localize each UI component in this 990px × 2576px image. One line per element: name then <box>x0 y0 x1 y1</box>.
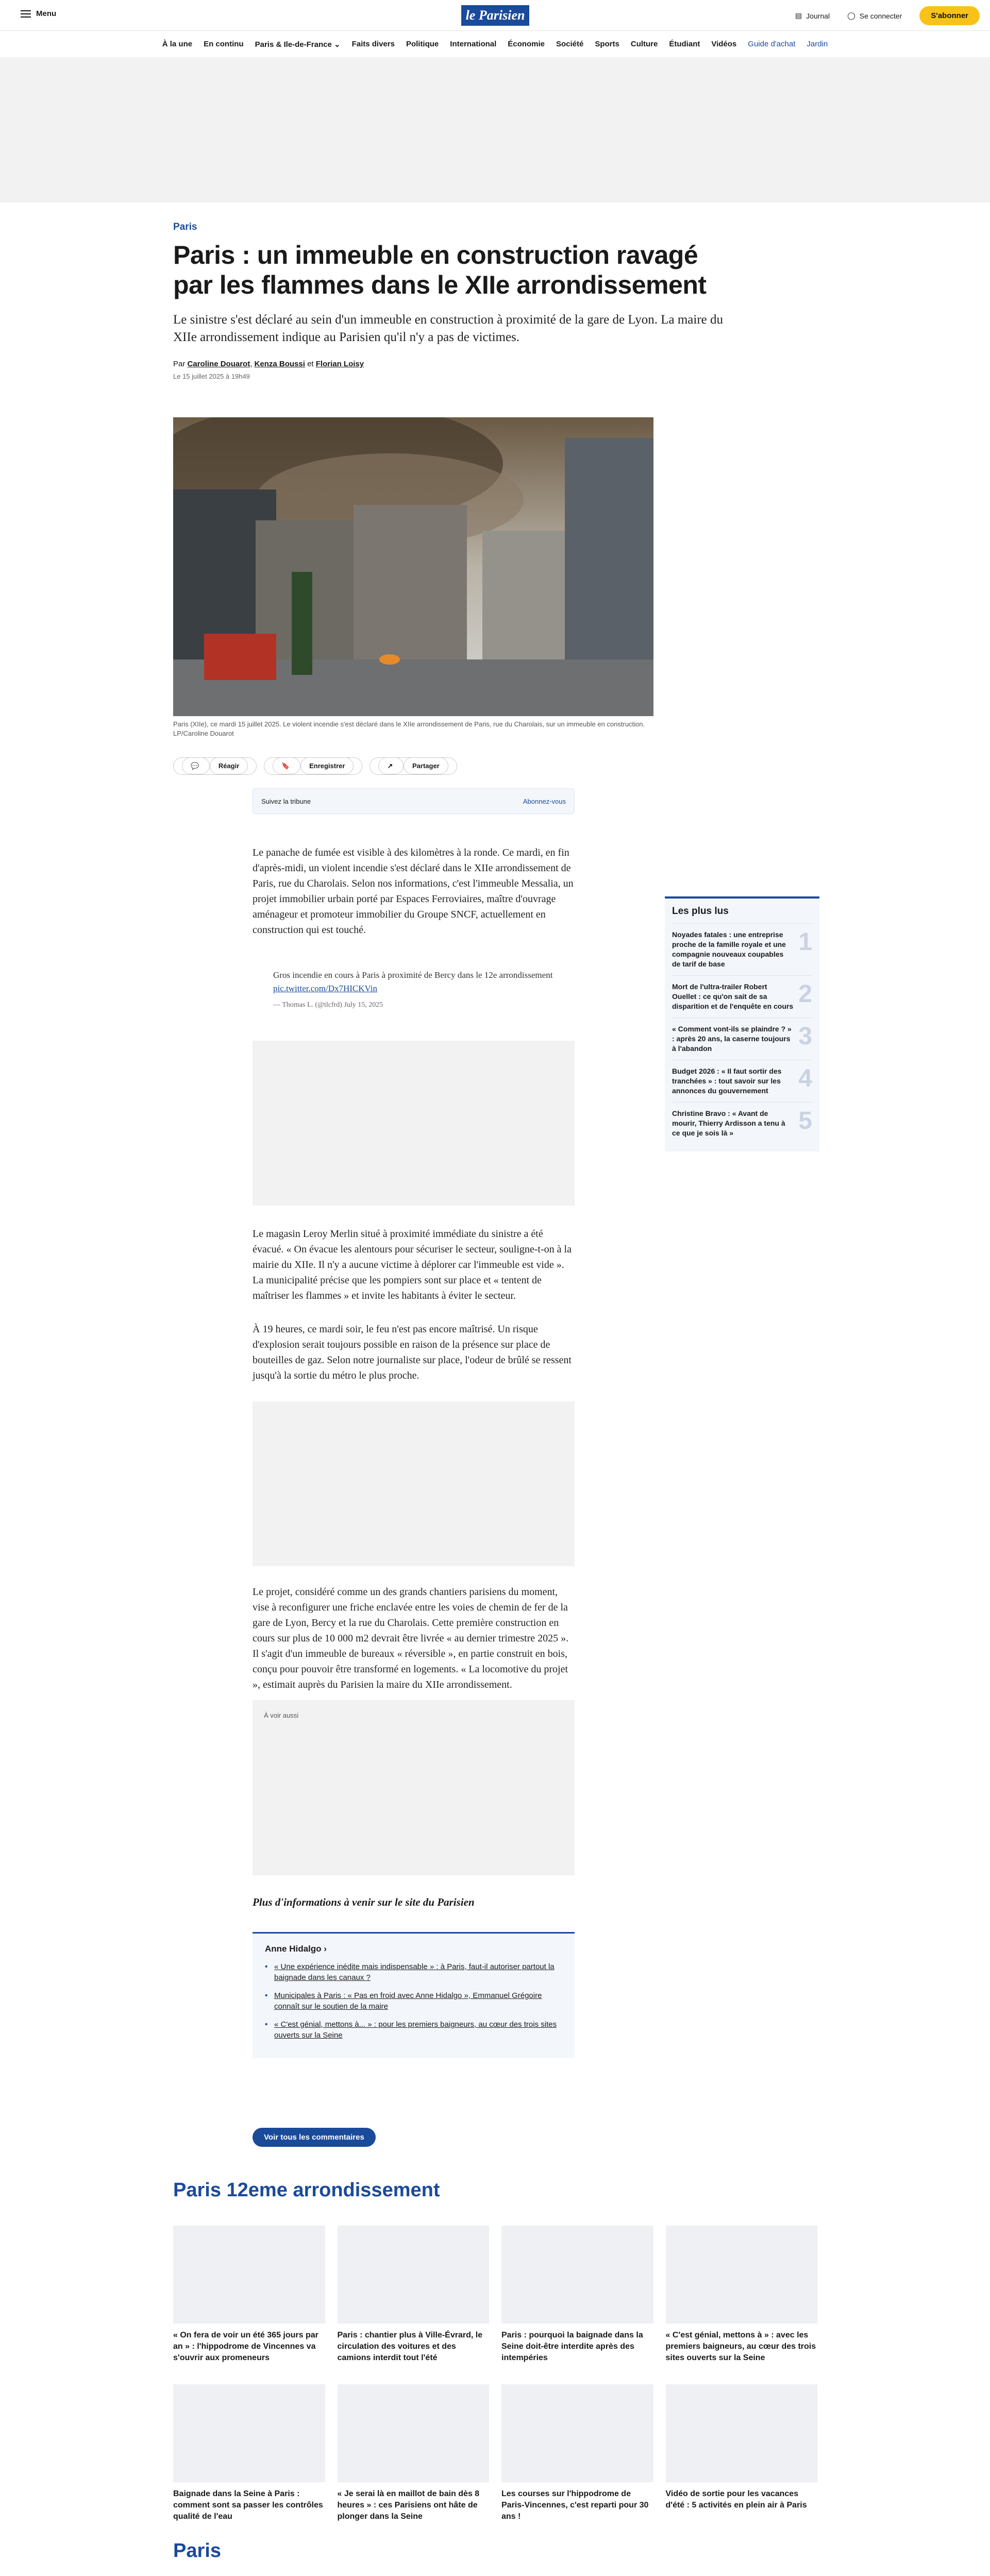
ad-slot <box>253 1041 575 1206</box>
react-button[interactable]: 💬 Réagir <box>173 757 257 775</box>
byline: Par Caroline Douarot, Kenza Boussi et Florian Loisy <box>173 360 364 368</box>
related-link[interactable]: • « C'est génial, mettons à... » : pour les premiers baigneurs, au cœur des trois sites ouverts sur la Seine <box>265 2019 562 2041</box>
most-read-title: Les plus lus <box>672 906 729 917</box>
nav-jardin[interactable]: Jardin <box>807 40 828 48</box>
most-read-item[interactable]: Christine Bravo : « Avant de mourir, Thierry Ardisson a tenu à ce que je sois là » 5 <box>672 1102 812 1144</box>
article-card[interactable]: Les courses sur l'hippodrome de Paris-Vincennes, c'est reparti pour 30 ans ! <box>501 2384 653 2522</box>
section-12e-grid <box>173 2226 817 2522</box>
most-read-item[interactable]: Mort de l'ultra-trailer Robert Ouellet : ce qu'on sait de sa disparition et de l'enquête en cours 2 <box>672 975 812 1018</box>
hero-photo[interactable] <box>173 417 653 716</box>
article-title: Paris : un immeuble en construction ravagé par les flammes dans le XIIe arrondissement <box>173 241 707 299</box>
author-link[interactable]: Florian Loisy <box>315 360 364 368</box>
nav-guide[interactable]: Guide d'achat <box>748 40 796 48</box>
article-card[interactable]: Paris : pourquoi la baignade dans la Seine doit-être interdite après des intempéries <box>501 2226 653 2364</box>
fire-scene-image <box>173 417 653 716</box>
share-icon: ↗ <box>378 757 404 774</box>
video-block[interactable]: À voir aussi <box>253 1700 575 1875</box>
nav-international[interactable]: International <box>450 40 497 48</box>
card-image <box>501 2384 653 2482</box>
top-bar <box>0 0 990 31</box>
follow-banner: Suivez la tribune Abonnez-vous <box>253 788 575 814</box>
nav-culture[interactable]: Culture <box>630 40 658 48</box>
newspaper-icon: ▤ <box>795 11 802 20</box>
author-link[interactable]: Kenza Boussi <box>254 360 305 368</box>
related-link[interactable]: • « Une expérience inédite mais indispensable » : à Paris, faut-il autoriser partout la baignade dans les canaux ? <box>265 1961 562 1983</box>
card-image <box>666 2226 818 2324</box>
nav-continu[interactable]: En continu <box>204 40 244 48</box>
author-link[interactable]: Caroline Douarot <box>187 360 250 368</box>
paragraph-1: Le panache de fumée est visible à des kilomètres à la ronde. Ce mardi, en fin d'après-midi, un violent incendie s'est déclaré dans le XIIe arrondissement de Paris, rue du Charolais. Selon nos informations, c'est l'immeuble Messalia, un projet immobilier urbain porté par Espaces Ferroviaires, maître d'ouvrage aménageur et promoteur immobilier du Groupe SNCF, actuellement en construction qui est touché. <box>253 847 574 936</box>
card-image <box>338 2226 490 2324</box>
article-card[interactable]: Paris : chantier plus à Ville-Évrard, le circulation des voitures et des camions interdit tout l'été <box>338 2226 490 2364</box>
user-icon: ◯ <box>847 11 855 20</box>
nav-faits-divers[interactable]: Faits divers <box>351 40 395 48</box>
card-image <box>173 2226 325 2324</box>
article-header <box>173 222 817 380</box>
share-button[interactable]: ↗ Partager <box>370 757 457 775</box>
related-title[interactable]: Anne Hidalgo › <box>265 1944 327 1954</box>
save-button[interactable]: 🔖 Enregistrer <box>264 757 362 775</box>
menu-icon <box>21 10 31 18</box>
paragraph-3: À 19 heures, ce mardi soir, le feu n'est pas encore maîtrisé. Un risque d'explosion serait toujours possible en raison de la présence sur place de bouteilles de gaz. Selon notre journaliste sur place, l'odeur de brûlé se ressent jusqu'à la sortie du métro le plus proche. <box>253 1324 572 1381</box>
nav-politique[interactable]: Politique <box>406 40 439 48</box>
tweet-link[interactable]: pic.twitter.com/Dx7HICKVin <box>273 984 378 993</box>
publish-date: Le 15 juillet 2025 à 19h49 <box>173 372 250 380</box>
share-bar <box>173 757 457 775</box>
nav-etudiant[interactable]: Étudiant <box>669 40 700 48</box>
photo-caption: Paris (XIIe), ce mardi 15 juillet 2025. Le violent incendie s'est déclaré dans le XIIe arrondissement de Paris, rue du Charolais, sur un immeuble en construction. LP/Caroline Douarot <box>173 720 645 737</box>
subscribe-button[interactable]: S'abonner <box>919 6 980 25</box>
comment-icon: 💬 <box>182 757 210 774</box>
article-card[interactable]: Vidéo de sortie pour les vacances d'été : 5 activités en plein air à Paris <box>666 2384 818 2522</box>
section-title-12e[interactable]: Paris 12eme arrondissement <box>173 2179 440 2201</box>
site-logo[interactable]: le Parisien <box>461 5 529 26</box>
related-box <box>253 1932 575 2058</box>
article-lede: Le sinistre s'est déclaré au sein d'un immeuble en construction à proximité de la gare de Lyon. La maire du XIIe arrondissement indique au Parisien qu'il n'y a pas de victimes. <box>173 313 723 344</box>
most-read-widget <box>665 896 819 1151</box>
most-read-item[interactable]: Budget 2026 : « Il faut sortir des tranchées » : tout savoir sur les annonces du gouvernement 4 <box>672 1060 812 1102</box>
follow-link[interactable]: Abonnez-vous <box>523 797 566 805</box>
paragraph-4: Le projet, considéré comme un des grands chantiers parisiens du moment, vise à reconfigurer une friche enclavée entre les voies de chemin de fer de la gare de Lyon, Bercy et la rue du Charolais. Cette première construction en cours sur plus de 10 000 m2 devrait être livrée « au dernier trimestre 2025 ». Il s'agit d'un immeuble de bureaux « réversible », en partie construit en bois, conçu pour pouvoir être transformé en logements. « La locomotive du projet », estimait auprès du Parisien la maire du XIIe arrondissement. <box>253 1586 569 1690</box>
nav-paris[interactable]: Paris & Ile-de-France ⌄ <box>255 40 341 49</box>
most-read-item[interactable]: « Comment vont-ils se plaindre ? » : après 20 ans, la caserne toujours à l'abandon 3 <box>672 1018 812 1060</box>
card-image <box>338 2384 490 2482</box>
article-card[interactable]: « C'est génial, mettons à » : avec les premiers baigneurs, au cœur des trois sites ouverts sur la Seine <box>666 2226 818 2364</box>
article-card[interactable]: Baignade dans la Seine à Paris : comment sont sa passer les contrôles qualité de l'eau <box>173 2384 325 2522</box>
login-link[interactable]: ◯ Se connecter <box>847 11 902 20</box>
article-card[interactable]: « Je serai là en maillot de bain dès 8 heures » : ces Parisiens ont hâte de plonger dans la Seine <box>338 2384 490 2522</box>
journal-link[interactable]: ▤ Journal <box>795 11 830 20</box>
embedded-tweet: Gros incendie en cours à Paris à proximité de Bercy dans le 12e arrondissement pic.twitter.com/Dx7HICKVin — Thomas L. (@tlcfrd) July 15, 2025 <box>273 970 553 1009</box>
most-read-item[interactable]: Noyades fatales : une entreprise proche de la famille royale et une compagnie nouveaux coupables de tarif de base 1 <box>672 923 812 975</box>
more-info-note: Plus d'informations à venir sur le site du Parisien <box>253 1896 475 1908</box>
nav-videos[interactable]: Vidéos <box>711 40 737 48</box>
paragraph-2: Le magasin Leroy Merlin situé à proximité immédiate du sinistre a été évacué. « On évacue les alentours pour sécuriser le secteur, souligne-t-on à la mairie du XIIe. Il n'y a aucune victime à déplorer car l'immeuble est vide ». La municipalité précise que les pompiers sont sur place et « tentent de maîtriser les flammes » et invite les habitants à éviter le secteur. <box>253 1228 572 1301</box>
card-image <box>173 2384 325 2482</box>
related-link[interactable]: • Municipales à Paris : « Pas en froid avec Anne Hidalgo », Emmanuel Grégoire connaît sur le soutien de la maire <box>265 1990 562 2012</box>
ad-slot <box>253 1401 575 1566</box>
ad-banner <box>0 58 990 202</box>
menu-button[interactable]: Menu <box>21 9 56 18</box>
section-title-paris[interactable]: Paris <box>173 2540 221 2562</box>
card-image <box>501 2226 653 2324</box>
nav-sports[interactable]: Sports <box>595 40 619 48</box>
nav-une[interactable]: À la une <box>162 40 193 48</box>
main-nav <box>0 31 990 58</box>
article-card[interactable]: « On fera de voir un été 365 jours par an » : l'hippodrome de Vincennes va s'ouvrir aux promeneurs <box>173 2226 325 2364</box>
article-kicker[interactable]: Paris <box>173 222 197 232</box>
nav-economie[interactable]: Économie <box>508 40 545 48</box>
bookmark-icon: 🔖 <box>273 757 300 774</box>
comments-button[interactable]: Voir tous les commentaires <box>253 2128 376 2147</box>
card-image <box>666 2384 818 2482</box>
nav-societe[interactable]: Société <box>556 40 584 48</box>
